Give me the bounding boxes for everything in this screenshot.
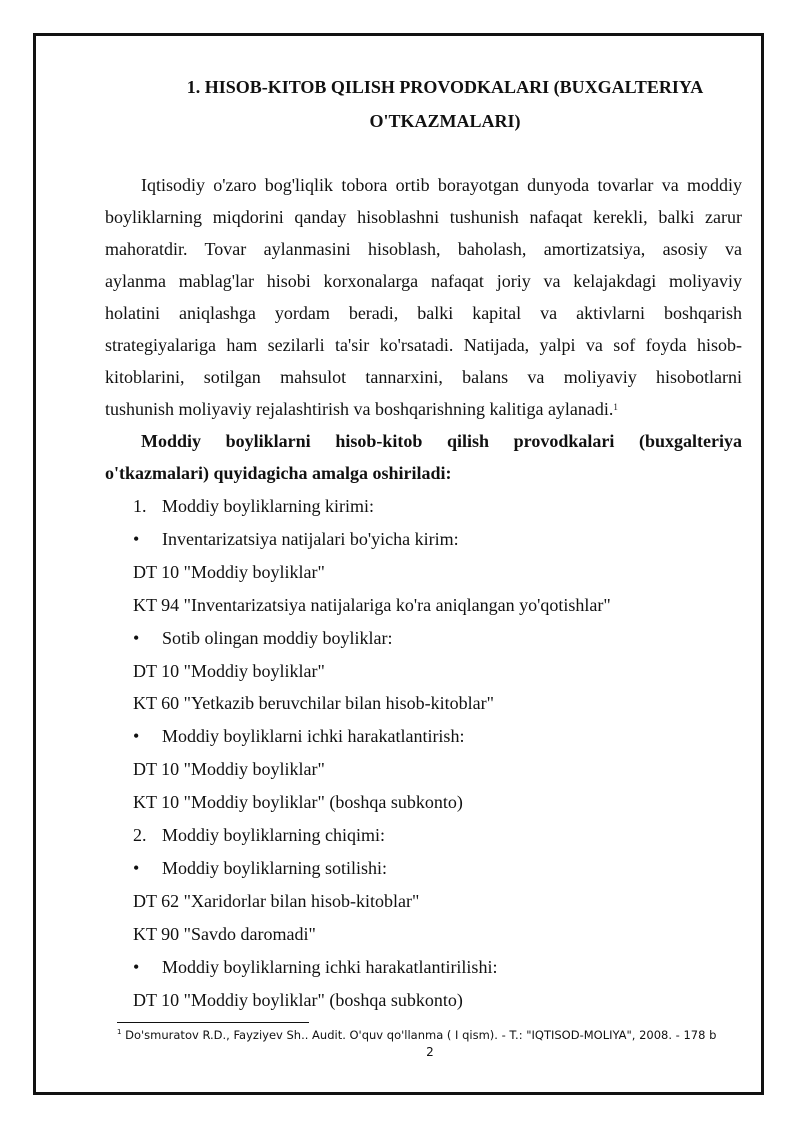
bullet-icon: • (133, 726, 140, 747)
footnote-separator (117, 1022, 309, 1023)
list-item-text: Moddiy boyliklarning sotilishi: (162, 857, 388, 878)
list-item-plain (133, 589, 611, 621)
list-item-num (133, 490, 374, 522)
list-item-plain (133, 753, 325, 785)
list-item-text: KT 10 "Moddiy boyliklar" (boshqa subkonto) (133, 792, 463, 813)
list-item-text: Moddiy boyliklarni ichki harakatlantirish: (162, 726, 465, 747)
list-item-text: DT 62 "Xaridorlar bilan hisob-kitoblar" (133, 890, 420, 911)
intro-line: holatini aniqlashga yordam beradi, balki kapital va aktivlarni boshqarish (105, 303, 742, 323)
list-item-text: DT 10 "Moddiy boyliklar" (133, 660, 325, 681)
list-item-plain (133, 984, 463, 1016)
footnote (117, 1028, 716, 1042)
list-number: 1. (133, 496, 147, 516)
list-item-text: Moddiy boyliklarning kirimi: (162, 496, 374, 516)
list-item-text: DT 10 "Moddiy boyliklar" (133, 759, 325, 780)
footnote-reference[interactable]: 1 (613, 402, 618, 412)
intro-line: mahoratdir. Tovar aylanmasini hisoblash, baholash, amortizatsiya, asosiy va (105, 239, 742, 259)
intro-last-line (105, 393, 742, 425)
intro-line: aylanma mablag'lar hisobi korxonalarga nafaqat joriy va kelajakdagi moliyaviy (105, 271, 742, 291)
footnote-text: Do'smuratov R.D., Fayziyev Sh.. Audit. O'quv qo'llanma ( I qism). - T.: "IQTISOD-MOLIYA", 2008. - 178 b (121, 1028, 717, 1042)
list-item-plain (133, 786, 463, 818)
bold-paragraph (105, 425, 742, 489)
list-item-plain (133, 687, 494, 719)
page-number: 2 (426, 1045, 434, 1059)
list-item-bullet (133, 523, 459, 555)
heading-line-2: O'TKAZMALARI) (369, 111, 521, 131)
list-item-plain (133, 655, 325, 687)
footnote-marker: 1 (117, 1028, 122, 1036)
list-item-bullet (133, 951, 497, 983)
list-number: 2. (133, 825, 147, 845)
list-item-text: Sotib olingan moddiy boyliklar: (162, 627, 393, 648)
list-item-bullet (133, 720, 464, 752)
intro-line: tushunish moliyaviy rejalashtirish va boshqarishning kalitiga aylanadi. (105, 399, 614, 419)
list-item-plain (133, 918, 316, 950)
heading-line-1: 1. HISOB-KITOB QILISH PROVODKALARI (BUXGALTERIYA (186, 77, 704, 97)
bullet-icon: • (133, 627, 140, 648)
intro-line: boyliklarning miqdorini qanday hisoblashni tushunish nafaqat kerekli, balki zarur (105, 207, 742, 227)
bullet-icon: • (133, 528, 140, 549)
list-item-text: Moddiy boyliklarning ichki harakatlantirilishi: (162, 956, 498, 977)
bold-line-1: Moddiy boyliklarni hisob-kitob qilish provodkalari (buxgalteriya (141, 431, 742, 451)
list-item-text: Moddiy boyliklarning chiqimi: (162, 825, 385, 845)
bullet-icon: • (133, 857, 140, 878)
intro-line: Iqtisodiy o'zaro bog'liqlik tobora ortib borayotgan dunyoda tovarlar va moddiy (141, 175, 742, 195)
intro-paragraph (105, 169, 742, 425)
list-item-num (133, 819, 385, 851)
list-item-text: KT 94 "Inventarizatsiya natijalariga ko'ra aniqlangan yo'qotishlar" (133, 594, 611, 615)
list-item-text: DT 10 "Moddiy boyliklar" (boshqa subkonto) (133, 989, 463, 1010)
list-item-plain (133, 885, 419, 917)
intro-line: strategiyalariga ham sezilarli ta'sir ko'rsatadi. Natijada, yalpi va sof foyda hisob- (105, 335, 742, 355)
list-item-text: KT 90 "Savdo daromadi" (133, 923, 316, 944)
list-item-text: DT 10 "Moddiy boyliklar" (133, 561, 325, 582)
intro-line: kitoblarini, sotilgan mahsulot tannarxini, balans va moliyaviy hisobotlarni (105, 367, 742, 387)
list-item-text: Inventarizatsiya natijalari bo'yicha kirim: (162, 528, 459, 549)
list-item-bullet (133, 852, 387, 884)
list-item-bullet (133, 622, 393, 654)
bullet-icon: • (133, 956, 140, 977)
list-item-plain (133, 556, 325, 588)
bold-line-2: o'tkazmalari) quyidagicha amalga oshiriladi: (105, 463, 452, 483)
list-item-text: KT 60 "Yetkazib beruvchilar bilan hisob-kitoblar" (133, 693, 494, 714)
